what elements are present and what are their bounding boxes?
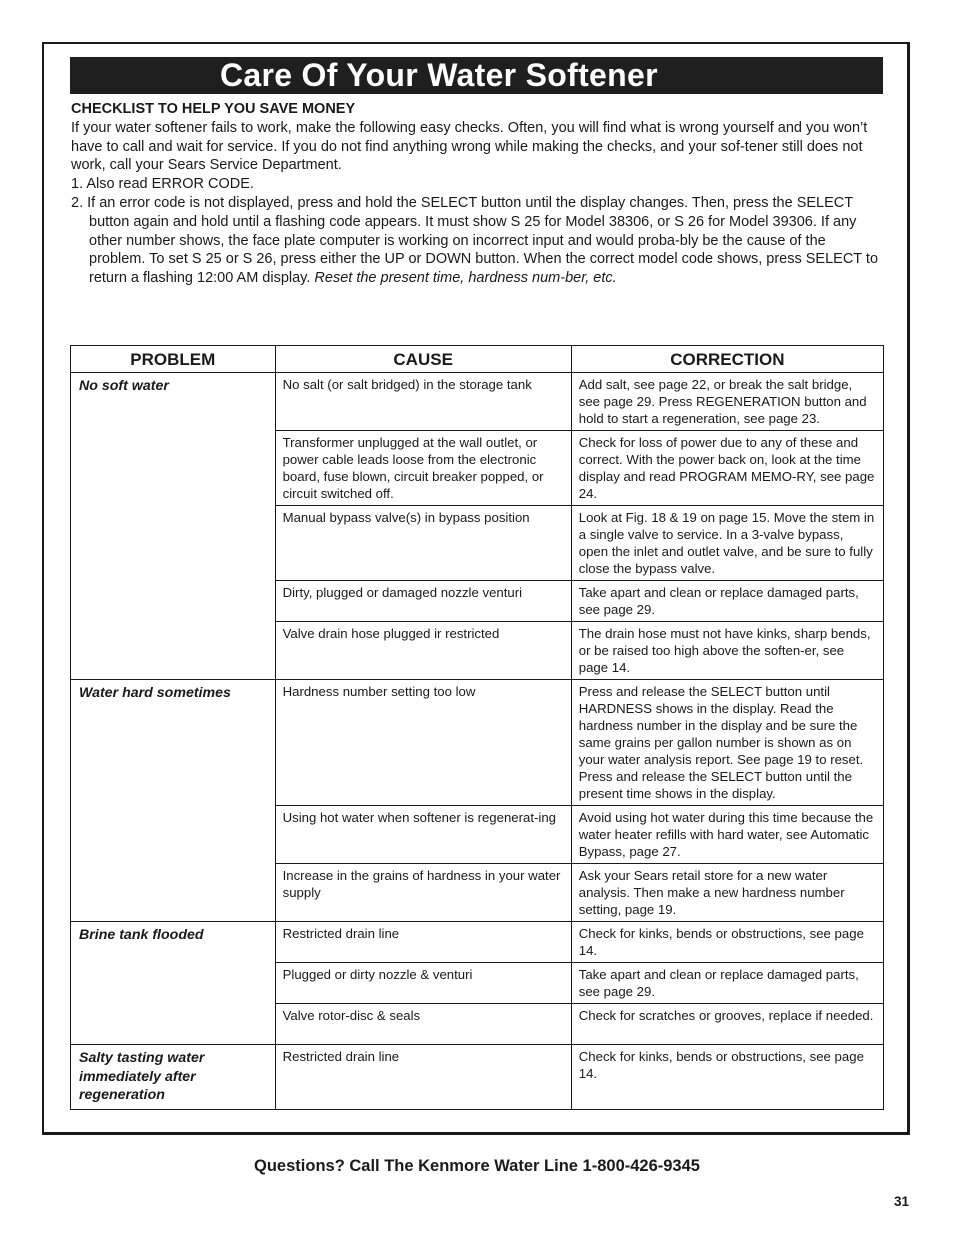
cause-cell: Manual bypass valve(s) in bypass position	[275, 506, 571, 581]
correction-cell: Press and release the SELECT button until HARDNESS shows in the display. Read the hardness number in the display and be sure the same grains per gallon number is shown as on your water analysis report. See page 19 to reset. Press and release the SELECT button until the present time shows in the display.	[571, 680, 883, 806]
page-title: Care Of Your Water Softener	[220, 57, 658, 93]
cause-cell: Transformer unplugged at the wall outlet, or power cable leads loose from the electronic board, fuse blown, circuit breaker popped, or circuit switched off.	[275, 431, 571, 506]
correction-cell: Avoid using hot water during this time because the water heater refills with hard water, see Automatic Bypass, page 27.	[571, 806, 883, 864]
troubleshooting-table	[70, 345, 884, 1110]
correction-cell: Check for kinks, bends or obstructions, see page 14.	[571, 1045, 883, 1110]
step-2	[71, 194, 883, 288]
intro-paragraph: If your water softener fails to work, make the following easy checks. Often, you will find what is wrong yourself and you won’t have to call and wait for service. If you do not find anything wrong while making the checks, and your sof-tener still does not work, call your Sears Service Department.	[71, 119, 868, 174]
cause-cell: Dirty, plugged or damaged nozzle venturi	[275, 581, 571, 622]
table-row	[71, 1045, 884, 1110]
step-2-text: 2. If an error code is not displayed, press and hold the SELECT button until the display changes. Then, press the SELECT button again and hold until a flashing code appears. It must show S 25 for Model 38306, or S 26 for Model 39306. If any other number shows, the face plate computer is working on incorrect input and would proba-bly be the cause of the problem. To set S 25 or S 26, press either the UP or DOWN button. When the correct model code shows, press SELECT to return a flashing 12:00 AM display.	[71, 194, 879, 287]
problem-cell: No soft water	[71, 373, 276, 680]
problem-cell: Salty tasting water immediately after regeneration	[71, 1045, 276, 1110]
correction-cell: Take apart and clean or replace damaged parts, see page 29.	[571, 581, 883, 622]
intro-section	[71, 100, 883, 288]
cause-cell: Plugged or dirty nozzle & venturi	[275, 963, 571, 1004]
header-cause: CAUSE	[275, 346, 571, 373]
page-number: 31	[894, 1194, 910, 1209]
correction-cell: Take apart and clean or replace damaged parts, see page 29.	[571, 963, 883, 1004]
cause-cell: Hardness number setting too low	[275, 680, 571, 806]
correction-cell: Add salt, see page 22, or break the salt bridge, see page 29. Press REGENERATION button and hold to start a regeneration, see page 23.	[571, 373, 883, 431]
correction-cell: Look at Fig. 18 & 19 on page 15. Move the stem in a single valve to service. In a 3-valve bypass, open the inlet and outlet valve, and be sure to fully close the bypass valve.	[571, 506, 883, 581]
correction-cell: Check for kinks, bends or obstructions, see page 14.	[571, 922, 883, 963]
title-bar	[70, 57, 883, 94]
table-header-row	[71, 346, 884, 373]
step-1: 1. Also read ERROR CODE.	[71, 176, 254, 193]
cause-cell: Restricted drain line	[275, 922, 571, 963]
cause-cell: Valve rotor-disc & seals	[275, 1004, 571, 1045]
correction-cell: Check for scratches or grooves, replace if needed.	[571, 1004, 883, 1045]
cause-cell: No salt (or salt bridged) in the storage tank	[275, 373, 571, 431]
correction-cell: Ask your Sears retail store for a new water analysis. Then make a new hardness number setting, page 19.	[571, 864, 883, 922]
checklist-heading: CHECKLIST TO HELP YOU SAVE MONEY	[71, 101, 356, 117]
step-2-italic: Reset the present time, hardness num-ber, etc.	[314, 270, 617, 287]
problem-cell: Water hard sometimes	[71, 680, 276, 922]
header-correction: CORRECTION	[571, 346, 883, 373]
cause-cell: Using hot water when softener is regenerat-ing	[275, 806, 571, 864]
header-problem: PROBLEM	[71, 346, 276, 373]
problem-cell: Brine tank flooded	[71, 922, 276, 1045]
cause-cell: Valve drain hose plugged ir restricted	[275, 622, 571, 680]
cause-cell: Restricted drain line	[275, 1045, 571, 1110]
table-row	[71, 680, 884, 806]
correction-cell: The drain hose must not have kinks, sharp bends, or be raised too high above the soften-er, see page 14.	[571, 622, 883, 680]
kenmore-water-line-contact: Questions? Call The Kenmore Water Line 1-800-426-9345	[254, 1157, 700, 1175]
table-row	[71, 922, 884, 963]
correction-cell: Check for loss of power due to any of these and correct. With the power back on, look at the time display and read PROGRAM MEMO-RY, see page 24.	[571, 431, 883, 506]
table-row	[71, 373, 884, 431]
cause-cell: Increase in the grains of hardness in your water supply	[275, 864, 571, 922]
